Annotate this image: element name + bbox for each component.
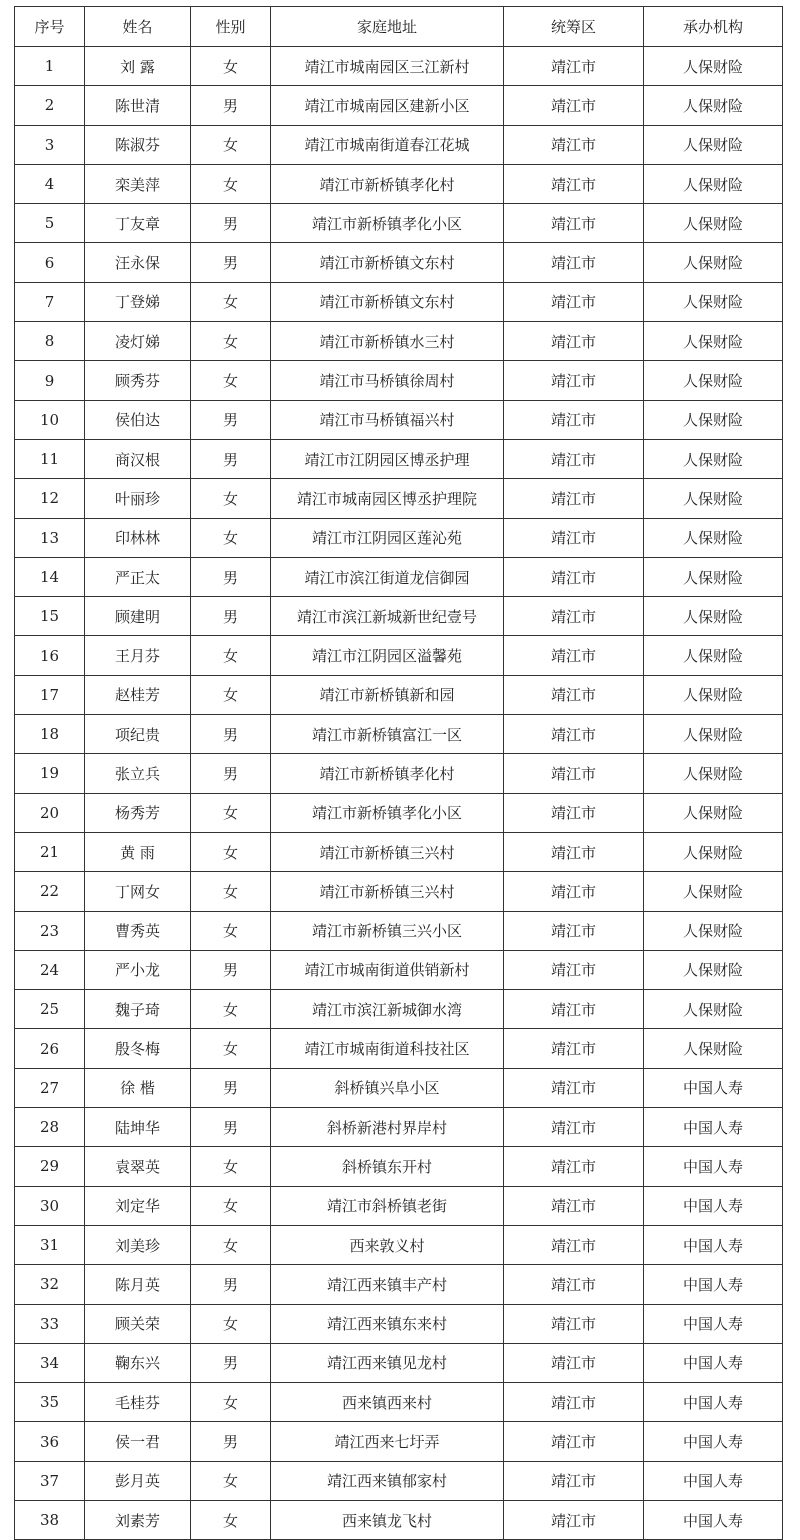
cell-name: 顾建明 bbox=[85, 597, 191, 636]
cell-gender: 女 bbox=[191, 1147, 271, 1186]
cell-home-address: 靖江西来七圩弄 bbox=[271, 1422, 504, 1461]
cell-handling-institution: 人保财险 bbox=[644, 715, 783, 754]
cell-handling-institution: 中国人寿 bbox=[644, 1186, 783, 1225]
cell-coordination-area: 靖江市 bbox=[504, 400, 644, 439]
cell-serial-number: 10 bbox=[15, 400, 85, 439]
cell-name: 印林林 bbox=[85, 518, 191, 557]
cell-name: 殷冬梅 bbox=[85, 1029, 191, 1068]
table-row bbox=[15, 1422, 783, 1461]
cell-gender: 女 bbox=[191, 1225, 271, 1264]
cell-home-address: 靖江西来镇郁家村 bbox=[271, 1461, 504, 1500]
cell-gender: 男 bbox=[191, 1343, 271, 1382]
table-row bbox=[15, 479, 783, 518]
cell-coordination-area: 靖江市 bbox=[504, 1108, 644, 1147]
cell-home-address: 斜桥新港村界岸村 bbox=[271, 1108, 504, 1147]
cell-gender: 男 bbox=[191, 715, 271, 754]
cell-gender: 女 bbox=[191, 872, 271, 911]
cell-coordination-area: 靖江市 bbox=[504, 990, 644, 1029]
cell-coordination-area: 靖江市 bbox=[504, 322, 644, 361]
header-gender: 性别 bbox=[191, 7, 271, 47]
cell-handling-institution: 人保财险 bbox=[644, 164, 783, 203]
cell-home-address: 靖江市新桥镇新和园 bbox=[271, 675, 504, 714]
cell-handling-institution: 中国人寿 bbox=[644, 1422, 783, 1461]
cell-coordination-area: 靖江市 bbox=[504, 1147, 644, 1186]
cell-coordination-area: 靖江市 bbox=[504, 1225, 644, 1264]
table-row bbox=[15, 832, 783, 871]
cell-home-address: 斜桥镇东开村 bbox=[271, 1147, 504, 1186]
table-row bbox=[15, 164, 783, 203]
cell-coordination-area: 靖江市 bbox=[504, 125, 644, 164]
cell-serial-number: 23 bbox=[15, 911, 85, 950]
cell-gender: 女 bbox=[191, 361, 271, 400]
table-header-row bbox=[15, 7, 783, 47]
header-coordination-area: 统筹区 bbox=[504, 7, 644, 47]
cell-home-address: 西来敦义村 bbox=[271, 1225, 504, 1264]
cell-name: 顾秀芬 bbox=[85, 361, 191, 400]
table-row bbox=[15, 990, 783, 1029]
cell-handling-institution: 中国人寿 bbox=[644, 1225, 783, 1264]
cell-name: 杨秀芳 bbox=[85, 793, 191, 832]
cell-name: 彭月英 bbox=[85, 1461, 191, 1500]
cell-handling-institution: 人保财险 bbox=[644, 675, 783, 714]
cell-handling-institution: 中国人寿 bbox=[644, 1383, 783, 1422]
cell-coordination-area: 靖江市 bbox=[504, 675, 644, 714]
table-row bbox=[15, 1343, 783, 1382]
cell-handling-institution: 人保财险 bbox=[644, 1029, 783, 1068]
cell-gender: 男 bbox=[191, 400, 271, 439]
cell-gender: 男 bbox=[191, 950, 271, 989]
cell-coordination-area: 靖江市 bbox=[504, 1265, 644, 1304]
table-row bbox=[15, 1147, 783, 1186]
cell-name: 丁友章 bbox=[85, 204, 191, 243]
header-name: 姓名 bbox=[85, 7, 191, 47]
cell-serial-number: 5 bbox=[15, 204, 85, 243]
table-row bbox=[15, 400, 783, 439]
cell-home-address: 靖江市城南园区建新小区 bbox=[271, 86, 504, 125]
table-row bbox=[15, 322, 783, 361]
cell-gender: 女 bbox=[191, 518, 271, 557]
cell-serial-number: 17 bbox=[15, 675, 85, 714]
cell-gender: 女 bbox=[191, 990, 271, 1029]
cell-home-address: 靖江市江阴园区莲沁苑 bbox=[271, 518, 504, 557]
cell-handling-institution: 人保财险 bbox=[644, 518, 783, 557]
cell-gender: 女 bbox=[191, 1500, 271, 1539]
cell-home-address: 靖江市马桥镇福兴村 bbox=[271, 400, 504, 439]
cell-handling-institution: 人保财险 bbox=[644, 125, 783, 164]
cell-name: 严正太 bbox=[85, 557, 191, 596]
cell-name: 刘定华 bbox=[85, 1186, 191, 1225]
table-row bbox=[15, 911, 783, 950]
cell-home-address: 靖江市江阴园区博丞护理 bbox=[271, 439, 504, 478]
cell-name: 项纪贵 bbox=[85, 715, 191, 754]
cell-gender: 女 bbox=[191, 793, 271, 832]
cell-coordination-area: 靖江市 bbox=[504, 282, 644, 321]
cell-handling-institution: 中国人寿 bbox=[644, 1343, 783, 1382]
cell-handling-institution: 人保财险 bbox=[644, 754, 783, 793]
cell-name: 陈世清 bbox=[85, 86, 191, 125]
cell-name: 刘素芳 bbox=[85, 1500, 191, 1539]
cell-handling-institution: 人保财险 bbox=[644, 990, 783, 1029]
cell-handling-institution: 中国人寿 bbox=[644, 1068, 783, 1107]
cell-handling-institution: 人保财险 bbox=[644, 636, 783, 675]
cell-coordination-area: 靖江市 bbox=[504, 950, 644, 989]
cell-coordination-area: 靖江市 bbox=[504, 597, 644, 636]
cell-name: 陆坤华 bbox=[85, 1108, 191, 1147]
insured-persons-table bbox=[14, 6, 783, 1540]
cell-handling-institution: 人保财险 bbox=[644, 400, 783, 439]
cell-handling-institution: 人保财险 bbox=[644, 872, 783, 911]
cell-home-address: 靖江市斜桥镇老街 bbox=[271, 1186, 504, 1225]
cell-coordination-area: 靖江市 bbox=[504, 754, 644, 793]
insured-persons-table-container bbox=[14, 6, 782, 1540]
cell-gender: 男 bbox=[191, 557, 271, 596]
cell-gender: 男 bbox=[191, 86, 271, 125]
cell-handling-institution: 人保财险 bbox=[644, 322, 783, 361]
cell-handling-institution: 中国人寿 bbox=[644, 1304, 783, 1343]
table-row bbox=[15, 754, 783, 793]
cell-name: 陈月英 bbox=[85, 1265, 191, 1304]
cell-home-address: 靖江市城南街道供销新村 bbox=[271, 950, 504, 989]
table-row bbox=[15, 47, 783, 86]
cell-gender: 女 bbox=[191, 1029, 271, 1068]
cell-coordination-area: 靖江市 bbox=[504, 479, 644, 518]
cell-gender: 女 bbox=[191, 675, 271, 714]
cell-serial-number: 16 bbox=[15, 636, 85, 675]
cell-coordination-area: 靖江市 bbox=[504, 1029, 644, 1068]
cell-coordination-area: 靖江市 bbox=[504, 715, 644, 754]
table-row bbox=[15, 518, 783, 557]
cell-name: 严小龙 bbox=[85, 950, 191, 989]
cell-gender: 男 bbox=[191, 1422, 271, 1461]
cell-gender: 男 bbox=[191, 204, 271, 243]
cell-serial-number: 25 bbox=[15, 990, 85, 1029]
cell-serial-number: 28 bbox=[15, 1108, 85, 1147]
cell-coordination-area: 靖江市 bbox=[504, 872, 644, 911]
cell-name: 鞠东兴 bbox=[85, 1343, 191, 1382]
cell-serial-number: 3 bbox=[15, 125, 85, 164]
table-row bbox=[15, 1108, 783, 1147]
cell-home-address: 靖江市新桥镇孝化村 bbox=[271, 754, 504, 793]
cell-name: 丁网女 bbox=[85, 872, 191, 911]
cell-home-address: 靖江市滨江新城御水湾 bbox=[271, 990, 504, 1029]
cell-serial-number: 24 bbox=[15, 950, 85, 989]
cell-handling-institution: 人保财险 bbox=[644, 911, 783, 950]
table-row bbox=[15, 1304, 783, 1343]
cell-name: 徐 楷 bbox=[85, 1068, 191, 1107]
cell-coordination-area: 靖江市 bbox=[504, 86, 644, 125]
cell-serial-number: 38 bbox=[15, 1500, 85, 1539]
table-row bbox=[15, 597, 783, 636]
table-row bbox=[15, 1500, 783, 1539]
cell-home-address: 靖江市城南街道科技社区 bbox=[271, 1029, 504, 1068]
cell-gender: 男 bbox=[191, 439, 271, 478]
cell-gender: 男 bbox=[191, 1265, 271, 1304]
cell-name: 毛桂芬 bbox=[85, 1383, 191, 1422]
cell-home-address: 靖江市城南园区博丞护理院 bbox=[271, 479, 504, 518]
cell-serial-number: 20 bbox=[15, 793, 85, 832]
cell-serial-number: 30 bbox=[15, 1186, 85, 1225]
cell-handling-institution: 中国人寿 bbox=[644, 1461, 783, 1500]
cell-name: 黄 雨 bbox=[85, 832, 191, 871]
cell-serial-number: 2 bbox=[15, 86, 85, 125]
cell-home-address: 斜桥镇兴阜小区 bbox=[271, 1068, 504, 1107]
cell-name: 丁登娣 bbox=[85, 282, 191, 321]
cell-home-address: 靖江市新桥镇孝化小区 bbox=[271, 204, 504, 243]
cell-name: 魏子琦 bbox=[85, 990, 191, 1029]
cell-name: 陈淑芬 bbox=[85, 125, 191, 164]
cell-name: 张立兵 bbox=[85, 754, 191, 793]
cell-serial-number: 8 bbox=[15, 322, 85, 361]
cell-name: 侯一君 bbox=[85, 1422, 191, 1461]
cell-serial-number: 12 bbox=[15, 479, 85, 518]
cell-home-address: 靖江市城南街道春江花城 bbox=[271, 125, 504, 164]
cell-handling-institution: 中国人寿 bbox=[644, 1108, 783, 1147]
header-handling-institution: 承办机构 bbox=[644, 7, 783, 47]
cell-gender: 女 bbox=[191, 282, 271, 321]
cell-serial-number: 13 bbox=[15, 518, 85, 557]
table-row bbox=[15, 361, 783, 400]
cell-coordination-area: 靖江市 bbox=[504, 911, 644, 950]
cell-name: 商汉根 bbox=[85, 439, 191, 478]
cell-name: 凌灯娣 bbox=[85, 322, 191, 361]
cell-handling-institution: 人保财险 bbox=[644, 439, 783, 478]
table-row bbox=[15, 1265, 783, 1304]
cell-coordination-area: 靖江市 bbox=[504, 518, 644, 557]
cell-name: 曹秀英 bbox=[85, 911, 191, 950]
cell-name: 刘美珍 bbox=[85, 1225, 191, 1264]
table-row bbox=[15, 715, 783, 754]
cell-serial-number: 7 bbox=[15, 282, 85, 321]
cell-coordination-area: 靖江市 bbox=[504, 164, 644, 203]
cell-coordination-area: 靖江市 bbox=[504, 1186, 644, 1225]
cell-gender: 女 bbox=[191, 911, 271, 950]
table-row bbox=[15, 243, 783, 282]
cell-home-address: 靖江市滨江新城新世纪壹号 bbox=[271, 597, 504, 636]
cell-serial-number: 35 bbox=[15, 1383, 85, 1422]
table-row bbox=[15, 125, 783, 164]
cell-gender: 女 bbox=[191, 1186, 271, 1225]
cell-home-address: 靖江市新桥镇文东村 bbox=[271, 282, 504, 321]
cell-name: 刘 露 bbox=[85, 47, 191, 86]
table-row bbox=[15, 1225, 783, 1264]
cell-handling-institution: 中国人寿 bbox=[644, 1500, 783, 1539]
cell-home-address: 靖江市城南园区三江新村 bbox=[271, 47, 504, 86]
cell-name: 叶丽珍 bbox=[85, 479, 191, 518]
header-serial-number: 序号 bbox=[15, 7, 85, 47]
cell-gender: 男 bbox=[191, 243, 271, 282]
cell-home-address: 靖江市新桥镇三兴村 bbox=[271, 872, 504, 911]
table-row bbox=[15, 439, 783, 478]
cell-coordination-area: 靖江市 bbox=[504, 557, 644, 596]
cell-serial-number: 27 bbox=[15, 1068, 85, 1107]
cell-name: 袁翠英 bbox=[85, 1147, 191, 1186]
cell-coordination-area: 靖江市 bbox=[504, 1500, 644, 1539]
cell-serial-number: 4 bbox=[15, 164, 85, 203]
cell-handling-institution: 人保财险 bbox=[644, 204, 783, 243]
cell-gender: 女 bbox=[191, 479, 271, 518]
cell-serial-number: 33 bbox=[15, 1304, 85, 1343]
table-row bbox=[15, 86, 783, 125]
table-row bbox=[15, 1029, 783, 1068]
cell-gender: 男 bbox=[191, 597, 271, 636]
cell-serial-number: 26 bbox=[15, 1029, 85, 1068]
cell-coordination-area: 靖江市 bbox=[504, 1383, 644, 1422]
cell-gender: 男 bbox=[191, 1108, 271, 1147]
cell-gender: 女 bbox=[191, 832, 271, 871]
cell-serial-number: 34 bbox=[15, 1343, 85, 1382]
cell-home-address: 靖江市滨江街道龙信御园 bbox=[271, 557, 504, 596]
table-row bbox=[15, 557, 783, 596]
cell-coordination-area: 靖江市 bbox=[504, 1304, 644, 1343]
cell-home-address: 靖江西来镇东来村 bbox=[271, 1304, 504, 1343]
cell-handling-institution: 中国人寿 bbox=[644, 1265, 783, 1304]
cell-handling-institution: 中国人寿 bbox=[644, 1147, 783, 1186]
table-row bbox=[15, 204, 783, 243]
cell-serial-number: 14 bbox=[15, 557, 85, 596]
cell-home-address: 靖江市马桥镇徐周村 bbox=[271, 361, 504, 400]
cell-gender: 女 bbox=[191, 125, 271, 164]
cell-home-address: 靖江市新桥镇三兴村 bbox=[271, 832, 504, 871]
cell-home-address: 靖江市新桥镇孝化小区 bbox=[271, 793, 504, 832]
cell-home-address: 靖江市新桥镇水三村 bbox=[271, 322, 504, 361]
cell-serial-number: 6 bbox=[15, 243, 85, 282]
cell-gender: 女 bbox=[191, 1383, 271, 1422]
table-body bbox=[15, 47, 783, 1540]
cell-coordination-area: 靖江市 bbox=[504, 636, 644, 675]
cell-coordination-area: 靖江市 bbox=[504, 47, 644, 86]
cell-handling-institution: 人保财险 bbox=[644, 86, 783, 125]
cell-serial-number: 15 bbox=[15, 597, 85, 636]
cell-coordination-area: 靖江市 bbox=[504, 793, 644, 832]
cell-serial-number: 29 bbox=[15, 1147, 85, 1186]
cell-coordination-area: 靖江市 bbox=[504, 1343, 644, 1382]
cell-home-address: 靖江市新桥镇富江一区 bbox=[271, 715, 504, 754]
cell-serial-number: 18 bbox=[15, 715, 85, 754]
cell-name: 赵桂芳 bbox=[85, 675, 191, 714]
cell-coordination-area: 靖江市 bbox=[504, 439, 644, 478]
cell-handling-institution: 人保财险 bbox=[644, 557, 783, 596]
cell-gender: 女 bbox=[191, 636, 271, 675]
cell-handling-institution: 人保财险 bbox=[644, 243, 783, 282]
cell-serial-number: 9 bbox=[15, 361, 85, 400]
cell-coordination-area: 靖江市 bbox=[504, 1461, 644, 1500]
table-row bbox=[15, 950, 783, 989]
table-row bbox=[15, 793, 783, 832]
cell-name: 侯伯达 bbox=[85, 400, 191, 439]
cell-serial-number: 37 bbox=[15, 1461, 85, 1500]
cell-handling-institution: 人保财险 bbox=[644, 597, 783, 636]
cell-coordination-area: 靖江市 bbox=[504, 1422, 644, 1461]
cell-home-address: 靖江西来镇见龙村 bbox=[271, 1343, 504, 1382]
cell-handling-institution: 人保财险 bbox=[644, 950, 783, 989]
cell-coordination-area: 靖江市 bbox=[504, 243, 644, 282]
cell-name: 王月芬 bbox=[85, 636, 191, 675]
cell-gender: 女 bbox=[191, 164, 271, 203]
cell-serial-number: 19 bbox=[15, 754, 85, 793]
cell-gender: 男 bbox=[191, 1068, 271, 1107]
cell-handling-institution: 人保财险 bbox=[644, 832, 783, 871]
cell-home-address: 靖江市江阴园区溢馨苑 bbox=[271, 636, 504, 675]
cell-handling-institution: 人保财险 bbox=[644, 793, 783, 832]
cell-home-address: 靖江市新桥镇文东村 bbox=[271, 243, 504, 282]
cell-serial-number: 21 bbox=[15, 832, 85, 871]
cell-name: 顾关荣 bbox=[85, 1304, 191, 1343]
cell-serial-number: 22 bbox=[15, 872, 85, 911]
cell-handling-institution: 人保财险 bbox=[644, 47, 783, 86]
table-row bbox=[15, 675, 783, 714]
cell-coordination-area: 靖江市 bbox=[504, 361, 644, 400]
cell-home-address: 靖江市新桥镇孝化村 bbox=[271, 164, 504, 203]
cell-gender: 女 bbox=[191, 1461, 271, 1500]
cell-name: 栾美萍 bbox=[85, 164, 191, 203]
cell-gender: 女 bbox=[191, 322, 271, 361]
cell-gender: 男 bbox=[191, 754, 271, 793]
cell-coordination-area: 靖江市 bbox=[504, 1068, 644, 1107]
cell-home-address: 西来镇龙飞村 bbox=[271, 1500, 504, 1539]
cell-home-address: 靖江市新桥镇三兴小区 bbox=[271, 911, 504, 950]
cell-coordination-area: 靖江市 bbox=[504, 832, 644, 871]
cell-serial-number: 11 bbox=[15, 439, 85, 478]
cell-gender: 女 bbox=[191, 1304, 271, 1343]
table-row bbox=[15, 1068, 783, 1107]
cell-home-address: 靖江西来镇丰产村 bbox=[271, 1265, 504, 1304]
cell-handling-institution: 人保财险 bbox=[644, 361, 783, 400]
cell-serial-number: 36 bbox=[15, 1422, 85, 1461]
table-row bbox=[15, 1383, 783, 1422]
header-home-address: 家庭地址 bbox=[271, 7, 504, 47]
cell-handling-institution: 人保财险 bbox=[644, 282, 783, 321]
table-row bbox=[15, 282, 783, 321]
table-row bbox=[15, 636, 783, 675]
cell-serial-number: 1 bbox=[15, 47, 85, 86]
cell-serial-number: 31 bbox=[15, 1225, 85, 1264]
cell-gender: 女 bbox=[191, 47, 271, 86]
cell-name: 汪永保 bbox=[85, 243, 191, 282]
table-row bbox=[15, 872, 783, 911]
cell-handling-institution: 人保财险 bbox=[644, 479, 783, 518]
table-row bbox=[15, 1186, 783, 1225]
cell-serial-number: 32 bbox=[15, 1265, 85, 1304]
cell-coordination-area: 靖江市 bbox=[504, 204, 644, 243]
table-row bbox=[15, 1461, 783, 1500]
cell-home-address: 西来镇西来村 bbox=[271, 1383, 504, 1422]
